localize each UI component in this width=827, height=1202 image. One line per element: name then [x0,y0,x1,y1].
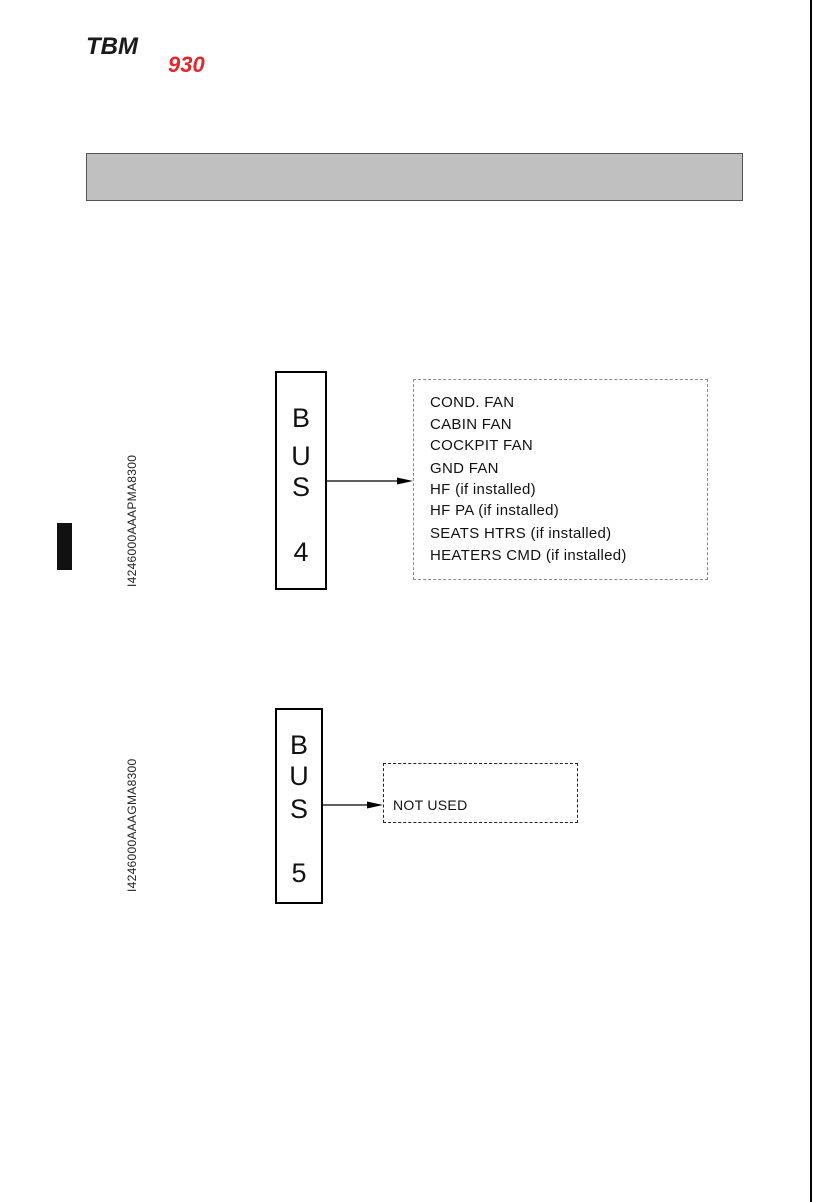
load-list-item: NOT USED [393,797,468,813]
load-list-item: HF PA (if installed) [430,502,560,519]
load-list-box [383,763,578,823]
figure-id-label: I4246000AAAPMA8300 [125,454,139,587]
logo-model-text: 930 [168,52,205,76]
load-list-item: CABIN FAN [430,416,512,433]
connector-arrow [327,474,413,488]
load-list-item: HF (if installed) [430,481,536,498]
bus-number: 5 [291,858,307,888]
bus-letter: S [291,472,310,502]
bus-letter: S [289,794,308,824]
tbm-930-logo [86,34,246,76]
section-tab-marker [57,523,72,570]
bus-letter: B [291,403,310,433]
load-list-item: GND FAN [430,460,499,477]
bus-box [275,708,323,904]
load-list-item: COCKPIT FAN [430,437,534,454]
figure-id-label: I4246000AAAGMA8300 [125,758,139,892]
connector-arrow [323,798,383,812]
load-list-box [413,379,708,580]
bus-box [275,371,327,590]
logo-tbm-text: TBM [86,34,138,60]
page-edge-line [810,0,812,1202]
bus-letter: B [289,730,308,760]
bus-number: 4 [293,537,309,567]
bus-letter: U [291,441,311,471]
bus-letter: U [289,761,309,791]
load-list-item: SEATS HTRS (if installed) [430,525,612,542]
load-list-item: COND. FAN [430,394,515,411]
section-header-bar [86,153,743,201]
load-list-item: HEATERS CMD (if installed) [430,547,627,564]
